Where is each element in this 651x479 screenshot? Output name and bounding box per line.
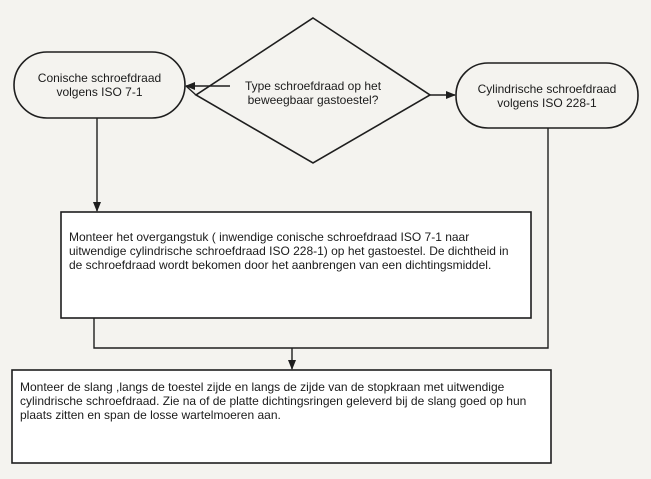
final-step-label: Monteer de slang ,langs de toestel zijde en langs de zijde van de stopkraan met uitwendige cylindrische schroefdraad. Zie na of de platte dichtingsringen geleverd bij de slang goed op hun plaats zitten en span de losse wartelmoeren aan. [20,380,527,422]
adapter-step-label: Monteer het overgangstuk ( inwendige conische schroefdraad ISO 7-1 naar uitwendige cylindrische schroefdraad ISO 228-1) op het gastoestel. De dichtheid in de schroefdraad wordt bekomen door het aanbrengen van een dichtingsmiddel. [69,230,509,272]
right-option-label: Cylindrische schroefdraad volgens ISO 228-1 [477,81,617,110]
arrow-decision-to-left [186,86,196,95]
left-option-label: Conische schroefdraad volgens ISO 7-1 [37,71,162,99]
decision-label: Type schroefdraad op het beweegbaar gastoestel? [244,79,382,107]
connector-adapter-to-merge [94,318,292,348]
